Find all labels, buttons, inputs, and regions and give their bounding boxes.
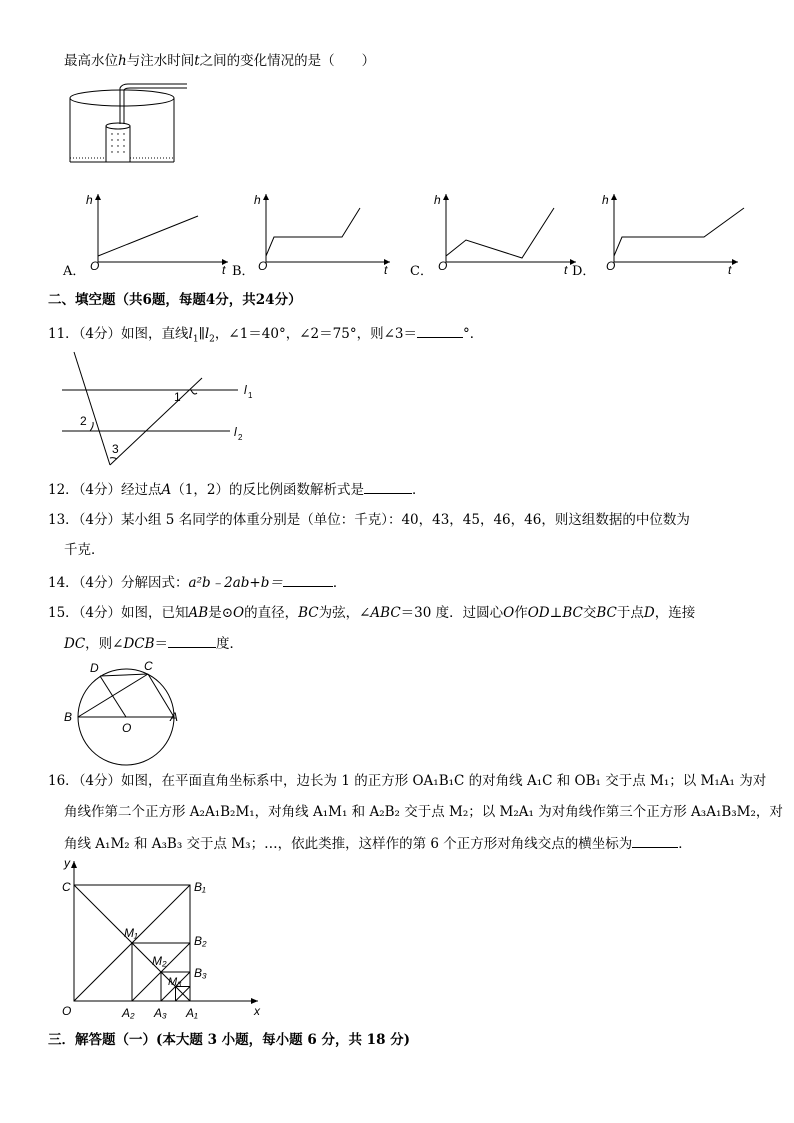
q16-line1: 16．（4分）如图，在平面直角坐标系中，边长为 1 的正方形 OA₁B₁C 的对角线 A₁C 和 OB₁ 交于点 M₁；以 M₁A₁ 为对 [48,773,767,789]
section3-title: 三．解答题（一）(本大题 3 小题，每小题 6 分，共 18 分) [48,1032,411,1048]
svg-text:M₁: M₁ [124,926,138,940]
svg-text:O: O [122,721,132,735]
svg-text:O: O [90,259,100,273]
svg-text:B₂: B₂ [194,934,207,948]
svg-text:3: 3 [112,442,119,456]
option-c-graph [430,190,580,277]
svg-text:t: t [222,263,226,277]
q16-line2: 角线作第二个正方形 A₂A₁B₂M₁，对角线 A₁M₁ 和 A₂B₂ 交于点 M₂；以 M₂A₁ 为对角线作第三个正方形 A₃A₁B₃M₂，对 [64,804,783,820]
svg-text:x: x [254,1004,260,1018]
q13-cont: 千克． [64,542,105,558]
option-d-label: D． [572,264,596,279]
option-b-label: B． [232,264,255,279]
svg-text:t: t [564,263,568,277]
svg-text:A₁: A₁ [186,1006,198,1020]
q15-line2: DC，则∠DCB＝ 度． [64,633,243,654]
q11-figure [58,350,258,470]
svg-text:B₃: B₃ [194,966,207,980]
svg-text:2: 2 [238,433,243,442]
svg-text:h: h [86,193,93,207]
svg-text:h: h [602,193,609,207]
q12-text: 12．（4分）经过点A（1，2）的反比例函数解析式是 ． [48,479,425,500]
q15-circle-figure [62,658,192,768]
option-c-label: C． [410,264,433,279]
svg-text:O: O [62,1004,72,1018]
svg-text:A₃: A₃ [154,1006,167,1020]
svg-text:1: 1 [248,391,253,400]
svg-text:A: A [170,710,179,724]
svg-text:l: l [234,425,237,439]
svg-text:y: y [64,856,70,870]
q15-line1: 15．（4分）如图，已知AB是⊙O的直径，BC为弦，∠ABC＝30 度．过圆心O作OD⊥BC交BC于点D，连接 [48,605,696,621]
svg-text:h: h [254,193,261,207]
svg-text:O: O [606,259,616,273]
q10-stem: 最高水位h与注水时间t之间的变化情况的是（ ） [64,53,376,69]
section2-title: 二、填空题（共6题，每题4分，共24分） [48,292,302,308]
q13-text: 13．（4分）某小组 5 名同学的体重分别是（单位：千克）：40，43，45，46，46，则这组数据的中位数为 [48,512,690,528]
svg-text:l: l [244,383,247,397]
svg-text:C: C [62,880,71,894]
water-tank-figure [62,82,192,172]
svg-text:D: D [90,661,99,675]
answer-blank[interactable] [168,633,216,648]
option-b-graph [250,190,400,277]
option-d-graph [598,190,748,277]
svg-text:M₃: M₃ [168,976,182,988]
svg-text:A₂: A₂ [122,1006,135,1020]
svg-text:B₁: B₁ [194,880,206,894]
svg-text:B: B [64,710,73,724]
answer-blank[interactable] [632,833,678,848]
svg-text:t: t [384,263,388,277]
svg-text:C: C [144,659,153,673]
svg-text:O: O [438,259,448,273]
option-a-graph [82,190,232,277]
answer-blank[interactable] [417,323,463,338]
option-a-label: A． [63,264,86,279]
q16-line3: 角线 A₁M₂ 和 A₃B₃ 交于点 M₃；…，依此类推，这样作的第 6 个正方形对角线交点的横坐标为 ． [64,833,692,854]
svg-text:M₂: M₂ [152,954,167,968]
svg-text:h: h [434,193,441,207]
svg-text:2: 2 [80,414,87,428]
svg-text:1: 1 [174,390,181,404]
answer-blank[interactable] [364,479,412,494]
q11-text: 11．（4分）如图，直线$l_1\parallel l_2$，∠1＝40°，∠2＝75°，则∠3＝ °． [48,323,483,350]
svg-text:O: O [258,259,268,273]
svg-text:t: t [728,263,732,277]
q16-squares-figure [60,855,270,1025]
q14-text: 14．（4分）分解因式：a²b﹣2ab+b＝ ． [48,572,346,593]
answer-blank[interactable] [283,572,333,587]
